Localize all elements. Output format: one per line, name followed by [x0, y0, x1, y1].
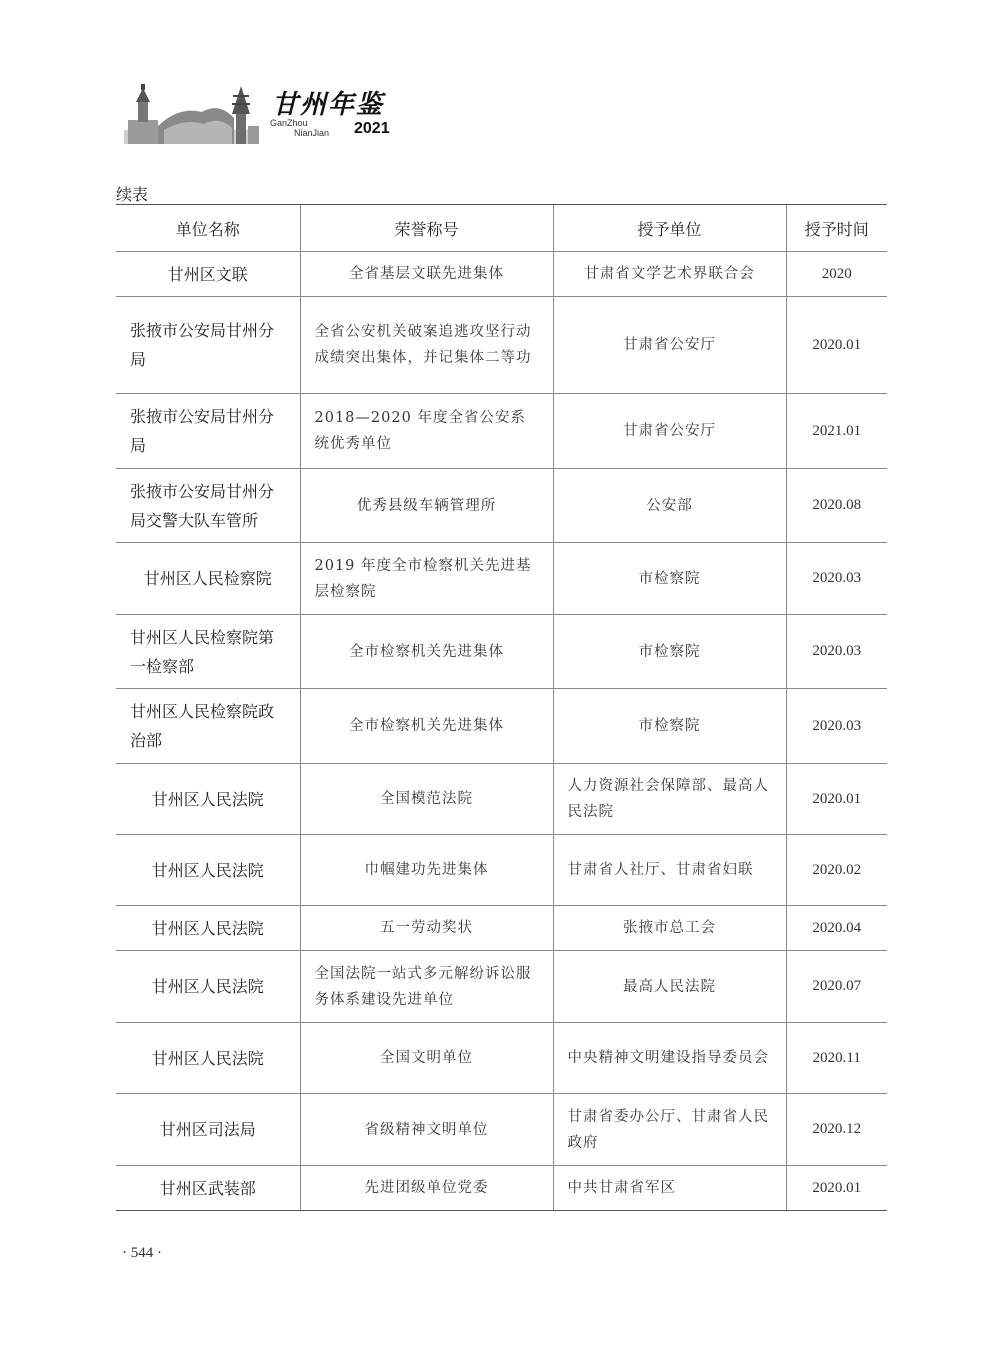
cell-date: 2020.08 [786, 469, 887, 543]
cell-date: 2020.01 [786, 297, 887, 394]
yearbook-header [124, 82, 424, 144]
header-row [116, 205, 887, 252]
cell-unit: 张掖市公安局甘州分局 [116, 297, 300, 394]
table-header [116, 205, 887, 252]
cell-unit: 甘州区人民检察院第一检察部 [116, 615, 300, 689]
table-row [116, 469, 887, 543]
cell-unit: 张掖市公安局甘州分局交警大队车管所 [116, 469, 300, 543]
cell-grantor: 张掖市总工会 [553, 906, 786, 951]
table-row [116, 835, 887, 906]
table-row [116, 543, 887, 615]
cell-date: 2020.01 [786, 1166, 887, 1211]
cell-grantor: 甘肃省公安厅 [553, 297, 786, 394]
cell-date: 2020.03 [786, 615, 887, 689]
cell-grantor: 中共甘肃省军区 [553, 1166, 786, 1211]
cell-grantor: 中央精神文明建设指导委员会 [553, 1023, 786, 1094]
column-header-unit: 单位名称 [116, 205, 300, 252]
cell-honor: 全国文明单位 [300, 1023, 553, 1094]
cell-date: 2020.11 [786, 1023, 887, 1094]
cell-unit: 甘州区人民检察院 [116, 543, 300, 615]
yearbook-romanized-title [270, 118, 329, 138]
honors-table [116, 204, 887, 1211]
cell-unit: 甘州区人民法院 [116, 835, 300, 906]
cell-date: 2020.01 [786, 764, 887, 835]
cell-unit: 甘州区人民检察院政治部 [116, 689, 300, 764]
cell-date: 2020.12 [786, 1094, 887, 1166]
cell-date: 2021.01 [786, 394, 887, 469]
table-row [116, 764, 887, 835]
yearbook-year: 2021 [354, 120, 390, 137]
cell-grantor: 甘肃省文学艺术界联合会 [553, 252, 786, 297]
pagoda-skyline-illustration [124, 82, 259, 144]
cell-date: 2020.07 [786, 951, 887, 1023]
cell-grantor: 人力资源社会保障部、最高人民法院 [553, 764, 786, 835]
table-continued-caption: 续表 [116, 185, 149, 204]
cell-date: 2020.03 [786, 543, 887, 615]
cell-unit: 张掖市公安局甘州分局 [116, 394, 300, 469]
table-row [116, 394, 887, 469]
cell-date: 2020 [786, 252, 887, 297]
cell-grantor: 最高人民法院 [553, 951, 786, 1023]
table-body [116, 252, 887, 1211]
column-header-honor: 荣誉称号 [300, 205, 553, 252]
table-row [116, 615, 887, 689]
yearbook-title-calligraphy: 甘州年鉴 [272, 90, 385, 120]
cell-honor: 2018—2020 年度全省公安系统优秀单位 [300, 394, 553, 469]
cell-unit: 甘州区人民法院 [116, 764, 300, 835]
cell-grantor: 市检察院 [553, 615, 786, 689]
column-header-grantor: 授予单位 [553, 205, 786, 252]
cell-date: 2020.04 [786, 906, 887, 951]
table-row [116, 252, 887, 297]
cell-grantor: 甘肃省人社厅、甘肃省妇联 [553, 835, 786, 906]
cell-unit: 甘州区司法局 [116, 1094, 300, 1166]
cell-grantor: 市检察院 [553, 689, 786, 764]
cell-honor: 五一劳动奖状 [300, 906, 553, 951]
cell-honor: 优秀县级车辆管理所 [300, 469, 553, 543]
cell-honor: 2019 年度全市检察机关先进基层检察院 [300, 543, 553, 615]
cell-honor: 全省公安机关破案追逃攻坚行动成绩突出集体，并记集体二等功 [300, 297, 553, 394]
cell-honor: 全国模范法院 [300, 764, 553, 835]
table-row [116, 297, 887, 394]
cell-grantor: 甘肃省委办公厅、甘肃省人民政府 [553, 1094, 786, 1166]
cell-honor: 全市检察机关先进集体 [300, 689, 553, 764]
cell-grantor: 市检察院 [553, 543, 786, 615]
cell-honor: 全国法院一站式多元解纷诉讼服务体系建设先进单位 [300, 951, 553, 1023]
cell-honor: 全市检察机关先进集体 [300, 615, 553, 689]
cell-unit: 甘州区文联 [116, 252, 300, 297]
cell-honor: 全省基层文联先进集体 [300, 252, 553, 297]
cell-unit: 甘州区武装部 [116, 1166, 300, 1211]
column-header-date: 授予时间 [786, 205, 887, 252]
table-row [116, 689, 887, 764]
romanized-line-2: NianJian [294, 128, 330, 138]
romanized-line-1: GanZhou [270, 118, 308, 128]
cell-grantor: 甘肃省公安厅 [553, 394, 786, 469]
cell-date: 2020.02 [786, 835, 887, 906]
cell-honor: 先进团级单位党委 [300, 1166, 553, 1211]
table-row [116, 1094, 887, 1166]
cell-unit: 甘州区人民法院 [116, 951, 300, 1023]
cell-honor: 巾帼建功先进集体 [300, 835, 553, 906]
cell-unit: 甘州区人民法院 [116, 906, 300, 951]
cell-grantor: 公安部 [553, 469, 786, 543]
table-row [116, 1166, 887, 1211]
cell-date: 2020.03 [786, 689, 887, 764]
table-row [116, 906, 887, 951]
table-row [116, 951, 887, 1023]
table-row [116, 1023, 887, 1094]
cell-unit: 甘州区人民法院 [116, 1023, 300, 1094]
page-number: · 544 · [122, 1245, 162, 1261]
cell-honor: 省级精神文明单位 [300, 1094, 553, 1166]
